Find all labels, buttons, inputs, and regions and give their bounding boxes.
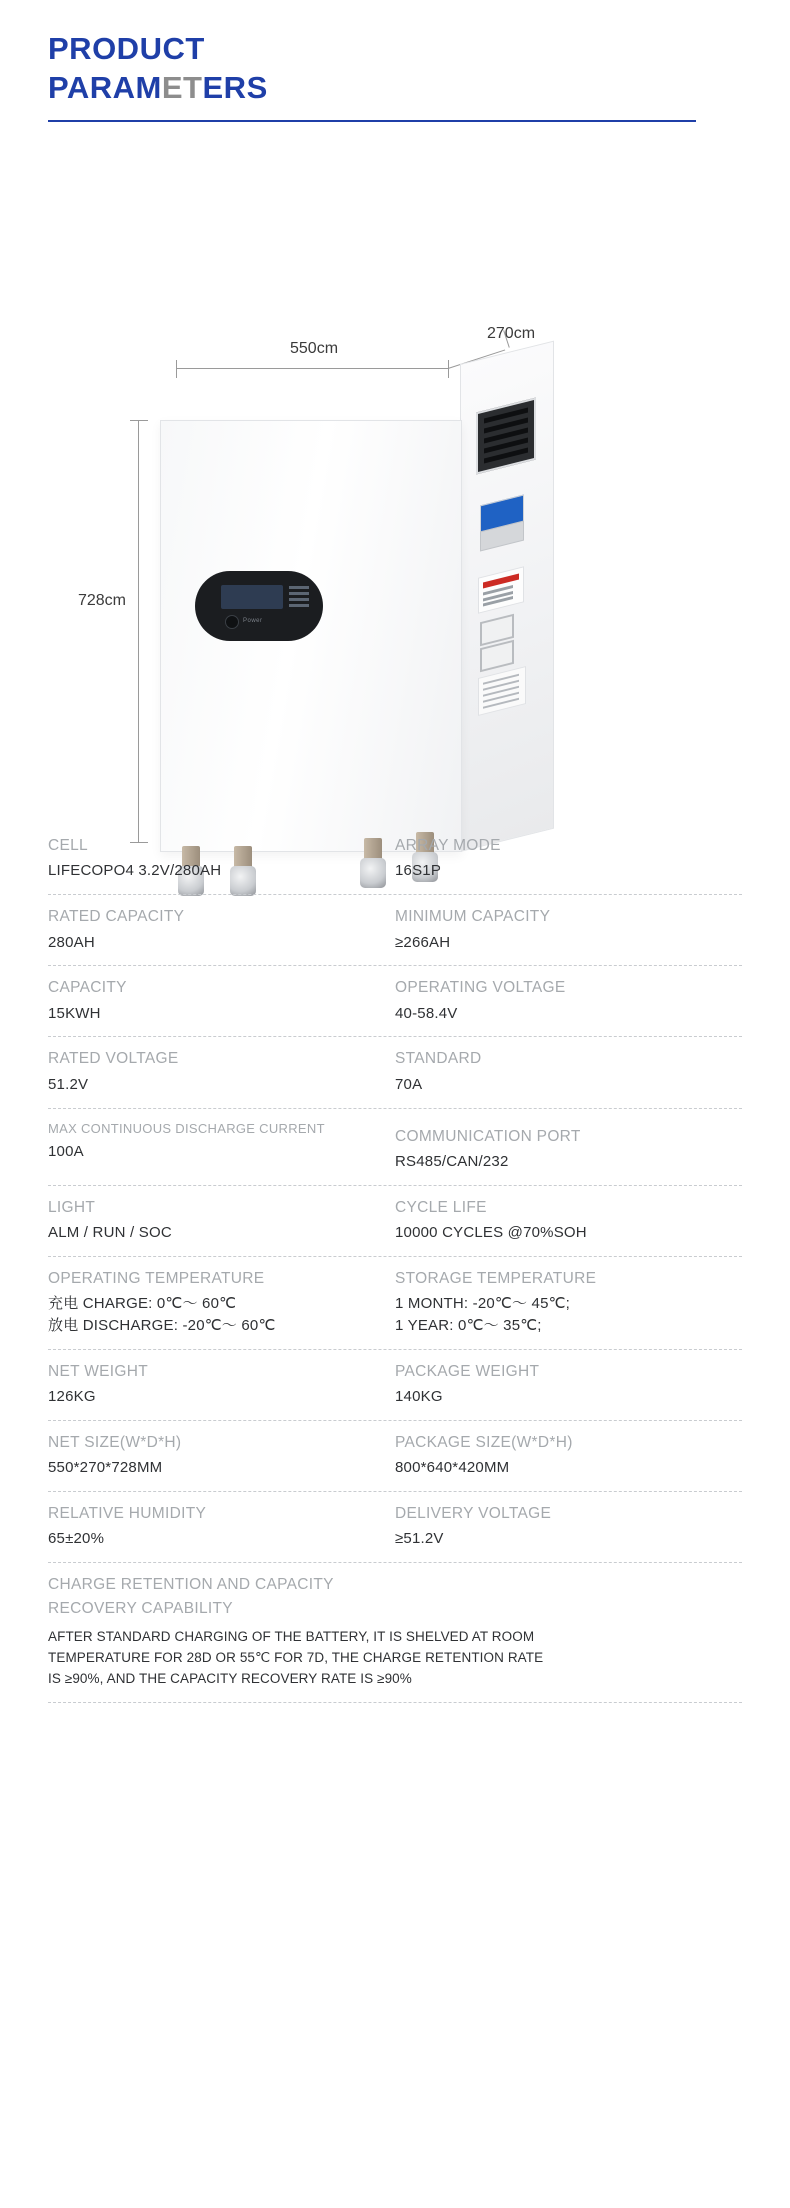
spec-label: CELL: [48, 837, 88, 854]
spec-cell: [48, 1269, 395, 1337]
spec-row: [48, 1037, 742, 1108]
spec-label: CYCLE LIFE: [395, 1198, 487, 1216]
note-text-line-3: IS ≥90%, AND THE CAPACITY RECOVERY RATE IS ≥90%: [48, 1670, 412, 1686]
spec-value: 16S1P: [395, 862, 442, 880]
spec-label: OPERATING VOLTAGE: [395, 979, 566, 997]
page-title-line-2: [48, 69, 742, 108]
spec-label: MAX CONTINUOUS DISCHARGE CURRENT: [48, 1120, 325, 1136]
spec-label: RELATIVE HUMIDITY: [48, 1504, 207, 1522]
spec-value-line: 充电 CHARGE: 0℃～ 60℃: [48, 1295, 237, 1313]
spec-cell: [395, 836, 742, 882]
spec-cell: [48, 1198, 395, 1244]
spec-cell-note: [48, 1575, 742, 1690]
page-title-part-b: ET: [161, 69, 203, 105]
spec-row: [48, 1186, 742, 1257]
spec-value: LIFECOPO4 3.2V/280AH: [48, 862, 222, 880]
spec-row: [48, 966, 742, 1037]
specifications-table: [48, 830, 742, 1703]
spec-cell: [395, 978, 742, 1024]
spec-label: MINIMUM CAPACITY: [395, 908, 551, 926]
spec-value: 280AH: [48, 933, 95, 951]
spec-value: 140KG: [395, 1388, 443, 1405]
spec-cell: [48, 907, 395, 953]
spec-label: RATED CAPACITY: [48, 908, 185, 926]
spec-value: ≥51.2V: [395, 1530, 444, 1548]
spec-row: [48, 1257, 742, 1350]
spec-value: 800*640*420MM: [395, 1459, 510, 1477]
spec-label: STANDARD: [395, 1050, 482, 1068]
spec-value: ALM / RUN / SOC: [48, 1224, 172, 1241]
spec-value: 10000 CYCLES @70%SOH: [395, 1224, 587, 1241]
cabinet-front-face: [160, 420, 462, 852]
spec-cell: [48, 836, 395, 882]
spec-value: [395, 1293, 726, 1337]
spec-label: PACKAGE WEIGHT: [395, 1362, 540, 1380]
spec-value: 15KWH: [48, 1004, 101, 1022]
spec-row: [48, 1492, 742, 1563]
width-dimension-label: 550cm: [290, 339, 339, 357]
spec-label: NET SIZE(W*D*H): [48, 1433, 182, 1451]
spec-cell: [395, 1049, 742, 1095]
spec-cell: [395, 1504, 742, 1550]
spec-row: [48, 1350, 742, 1421]
spec-value: 40-58.4V: [395, 1004, 458, 1022]
height-dimension-line: [138, 420, 139, 842]
spec-label: COMMUNICATION PORT: [395, 1127, 581, 1145]
spec-cell: [48, 1362, 395, 1408]
spec-row: [48, 830, 742, 895]
spec-cell: [395, 1433, 742, 1479]
height-tick-top: [130, 420, 148, 421]
spec-cell: [48, 978, 395, 1024]
spec-cell: [395, 1269, 742, 1337]
power-button-icon: [225, 615, 239, 629]
spec-label: LIGHT: [48, 1198, 96, 1216]
spec-value: 51.2V: [48, 1075, 89, 1093]
spec-cell: [395, 1362, 742, 1408]
spec-label: NET WEIGHT: [48, 1362, 149, 1380]
spec-value: 70A: [395, 1075, 423, 1093]
spec-cell: [395, 1121, 742, 1173]
spec-label: RATED VOLTAGE: [48, 1050, 179, 1068]
spec-cell: [48, 1121, 395, 1173]
note-text-line-1: AFTER STANDARD CHARGING OF THE BATTERY, IT IS SHELVED AT ROOM: [48, 1628, 535, 1644]
spec-value-line: 放电 DISCHARGE: -20℃～ 60℃: [48, 1316, 276, 1334]
depth-dimension-label: 270cm: [487, 324, 536, 342]
spec-value: 550*270*728MM: [48, 1459, 163, 1477]
height-dimension-label: 728cm: [77, 591, 127, 609]
spec-label: OPERATING TEMPERATURE: [48, 1269, 265, 1287]
product-image: [0, 122, 790, 782]
spec-value-line: 1 MONTH: -20℃～ 45℃;: [395, 1295, 571, 1313]
page-title-line-1: PRODUCT: [48, 31, 205, 66]
spec-row: [48, 1109, 742, 1186]
spec-label: DELIVERY VOLTAGE: [395, 1504, 552, 1522]
spec-value: 100A: [48, 1143, 84, 1161]
spec-row-note: [48, 1563, 742, 1703]
note-label-line-2: RECOVERY CAPABILITY: [48, 1600, 233, 1618]
page-title-block: [0, 0, 790, 122]
spec-cell: [395, 1198, 742, 1244]
spec-label: CAPACITY: [48, 979, 127, 997]
display-panel: [195, 571, 323, 641]
spec-cell: [48, 1433, 395, 1479]
page-title-part-c: ERS: [202, 69, 268, 105]
spec-cell: [48, 1504, 395, 1550]
spec-label: ARRAY MODE: [395, 837, 501, 854]
spec-cell: [48, 1049, 395, 1095]
spec-label: PACKAGE SIZE(W*D*H): [395, 1433, 573, 1451]
spec-row: [48, 895, 742, 966]
note-label-line-1: CHARGE RETENTION AND CAPACITY: [48, 1576, 334, 1593]
spec-value: 65±20%: [48, 1530, 105, 1548]
spec-value-line: 1 YEAR: 0℃～ 35℃;: [395, 1316, 542, 1334]
spec-value: ≥266AH: [395, 933, 451, 951]
page-title-part-a: PARAM: [48, 69, 162, 105]
spec-row: [48, 1421, 742, 1492]
width-tick-left: [176, 360, 177, 378]
note-text-line-2: TEMPERATURE FOR 28D OR 55℃ FOR 7D, THE CHARGE RETENTION RATE: [48, 1649, 544, 1665]
lcd-screen: [221, 585, 283, 609]
spec-value: [48, 1293, 379, 1337]
width-dimension-line: [176, 368, 448, 369]
spec-label: STORAGE TEMPERATURE: [395, 1269, 597, 1287]
spec-cell: [395, 907, 742, 953]
status-led-bars: [289, 586, 309, 608]
spec-value: RS485/CAN/232: [395, 1152, 509, 1170]
spec-value: 126KG: [48, 1388, 96, 1405]
display-caption: Power: [243, 617, 263, 624]
